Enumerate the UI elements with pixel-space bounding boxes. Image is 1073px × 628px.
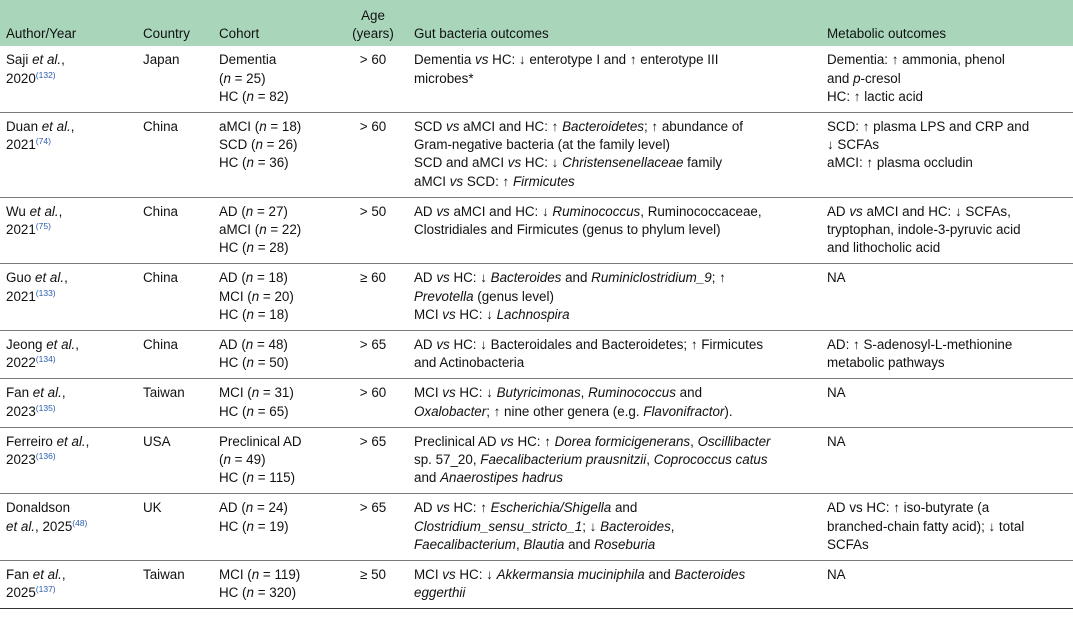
cell-metabolic: NA — [827, 433, 846, 449]
cell-cohort: AD (n = 18) MCI (n = 20) HC (n = 18) — [219, 270, 294, 322]
header-gut-bacteria: Gut bacteria outcomes — [414, 26, 549, 42]
cell-cohort: MCI (n = 119) HC (n = 320) — [219, 567, 301, 601]
cell-age: > 60 — [359, 52, 387, 68]
cell-country: Taiwan — [143, 385, 185, 401]
table-row — [0, 331, 1073, 379]
cell-country: USA — [143, 433, 171, 449]
cell-author: Ferreiro et al., 2023$^{(136)}$ — [6, 433, 90, 468]
header-cohort: Cohort — [219, 26, 260, 42]
cell-metabolic: NA — [827, 385, 846, 401]
cell-metabolic: SCD: ↑ plasma LPS and CRP and ↓ SCFAs aMCI: ↑ plasma occludin — [827, 119, 1030, 171]
table-row — [0, 379, 1073, 427]
cell-cohort: Dementia (n = 25) HC (n = 82) — [219, 52, 289, 104]
cell-age: > 65 — [359, 337, 387, 353]
cell-cohort: Preclinical AD (n = 49) HC (n = 115) — [219, 433, 302, 486]
cell-cohort: MCI (n = 31) HC (n = 65) — [219, 385, 294, 419]
cell-gut-bacteria: AD vs HC: ↑ Escherichia/Shigella and Clostridium_sensu_stricto_1; ↓ Bacteroides, Faecalibacterium, Blautia and Roseburia — [414, 500, 675, 552]
cell-country: China — [143, 203, 178, 219]
cell-gut-bacteria: MCI vs HC: ↓ Akkermansia muciniphila and Bacteroides eggerthii — [414, 567, 746, 601]
table-row — [0, 561, 1073, 609]
cell-cohort: AD (n = 48) HC (n = 50) — [219, 337, 289, 371]
cell-age: ≥ 60 — [360, 270, 386, 286]
cell-age: > 60 — [359, 385, 387, 401]
header-country: Country — [143, 26, 190, 42]
cell-country: Japan — [143, 52, 180, 68]
cell-country: Taiwan — [143, 567, 185, 583]
cell-cohort: AD (n = 24) HC (n = 19) — [219, 500, 289, 534]
cell-author: Jeong et al., 2022$^{(134)}$ — [6, 337, 79, 371]
table-row — [0, 494, 1073, 561]
cell-age: > 50 — [359, 203, 387, 219]
table-row — [0, 427, 1073, 494]
cell-country: UK — [143, 500, 162, 516]
cell-metabolic: NA — [827, 567, 846, 583]
cell-author: Fan et al., 2025$^{(137)}$ — [6, 567, 66, 601]
cell-metabolic: NA — [827, 270, 846, 286]
cell-age: ≥ 50 — [360, 567, 386, 583]
cell-country: China — [143, 119, 178, 135]
cell-author: Fan et al., 2023$^{(135)}$ — [6, 385, 66, 419]
cell-author: Donaldson et al., 2025$^{(48)}$ — [6, 500, 88, 534]
cell-age: > 60 — [359, 119, 387, 135]
cell-age: > 65 — [359, 433, 387, 449]
cell-gut-bacteria: AD vs aMCI and HC: ↓ Ruminococcus, Ruminococcaceae, Clostridiales and Firmicutes (genus to phylum level) — [414, 203, 762, 238]
cell-metabolic: Dementia: ↑ ammonia, phenol and p-cresol HC: ↑ lactic acid — [827, 52, 1005, 104]
header-metabolic: Metabolic outcomes — [827, 26, 947, 42]
cell-gut-bacteria: Preclinical AD vs HC: ↑ Dorea formicigenerans, Oscillibacter sp. 57_20, Faecalibacterium prausnitzii, Coprococcus catus and Anaerostipes hadrus — [414, 433, 771, 486]
header-author: Author/Year — [6, 26, 77, 42]
cell-author: Saji et al., 2020$^{(132)}$ — [6, 52, 65, 86]
header-age-line1: Age — [361, 8, 385, 23]
cell-gut-bacteria: AD vs HC: ↓ Bacteroides and Ruminiclostridium_9; ↑ Prevotella (genus level) MCI vs HC: ↓ Lachnospira — [414, 270, 726, 322]
header-row — [0, 0, 1073, 46]
cell-gut-bacteria: MCI vs HC: ↓ Butyricimonas, Ruminococcus and Oxalobacter; ↑ nine other genera (e.g. Flavonifractor). — [414, 385, 733, 419]
cell-cohort: aMCI (n = 18) SCD (n = 26) HC (n = 36) — [219, 119, 302, 171]
cell-author: Guo et al., 2021$^{(133)}$ — [6, 270, 68, 304]
cell-gut-bacteria: SCD vs aMCI and HC: ↑ Bacteroidetes; ↑ abundance of Gram-negative bacteria (at the family level) SCD and aMCI vs HC: ↓ Christensenellaceae family aMCI vs SCD: ↑ Firmicutes — [414, 119, 744, 189]
cell-author: Duan et al., 2021$^{(74)}$ — [6, 119, 75, 153]
cell-gut-bacteria: AD vs HC: ↓ Bacteroidales and Bacteroidetes; ↑ Firmicutes and Actinobacteria — [414, 337, 764, 371]
cell-metabolic: AD: ↑ S-adenosyl-L-methionine metabolic pathways — [827, 337, 1013, 371]
cell-cohort: AD (n = 27) aMCI (n = 22) HC (n = 28) — [219, 203, 302, 256]
cell-author: Wu et al., 2021$^{(75)}$ — [6, 203, 63, 238]
cell-metabolic: AD vs HC: ↑ iso-butyrate (a branched-chain fatty acid); ↓ total SCFAs — [827, 500, 1025, 552]
table-row — [0, 197, 1073, 264]
cell-country: China — [143, 270, 178, 286]
header-age-line2: (years) — [352, 26, 394, 42]
header-age — [338, 0, 408, 46]
table-row — [0, 113, 1073, 198]
cell-gut-bacteria: Dementia vs HC: ↓ enterotype I and ↑ enterotype III microbes* — [414, 52, 719, 86]
table-row — [0, 46, 1073, 112]
cell-age: > 65 — [359, 500, 387, 516]
table-row — [0, 264, 1073, 331]
cell-metabolic: AD vs aMCI and HC: ↓ SCFAs, tryptophan, indole-3-pyruvic acid and lithocholic acid — [827, 203, 1021, 256]
cell-country: China — [143, 337, 178, 353]
table-body — [0, 46, 1073, 609]
